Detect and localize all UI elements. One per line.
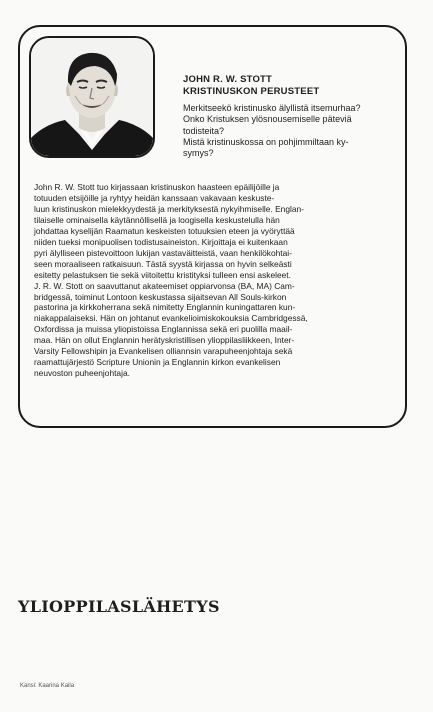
- description-line: neuvoston puheenjohtaja.: [34, 368, 130, 379]
- cover-credit: Kansi: Kaarina Kaila: [20, 683, 75, 689]
- question-line: Merkitseekö kristinusko älyllistä itsemurhaa?: [183, 103, 361, 113]
- description-line: seen moraaliseen ratkaisuun. Tästä syystä kirjassa on hyvin selkeästi: [34, 258, 292, 269]
- description-line: Oxfordissa ja muissa yliopistoissa Englannissa sekä eri puolilla maail-: [34, 324, 293, 335]
- description-line: bridgessä, toiminut Lontoon keskustassa sijaitsevan All Souls-kirkon: [34, 291, 287, 302]
- description-line: luun kristinuskon mielekkyydestä ja merkityksestä nykyihmiselle. Englan-: [34, 203, 304, 214]
- description-line: johdattaa kyselijän Raamatun keskeisten totuuksien eteen ja vyöryttää: [34, 225, 295, 236]
- author-name: JOHN R. W. STOTT: [183, 74, 273, 85]
- book-title: KRISTINUSKON PERUSTEET: [183, 86, 320, 97]
- book-description: [34, 182, 394, 379]
- description-line: totuuden etsijöille ja ryhtyy heidän kanssaan vakavaan keskuste-: [34, 192, 275, 203]
- question-line: todisteita?: [183, 125, 225, 136]
- description-line: niiden tueksi monipuolisen todistusaineiston. Kirjoittaja ei kuitenkaan: [34, 236, 288, 247]
- description-line: Varsity Fellowshipin ja Evankelisen olliannsin varapuheenjohtaja sekä: [34, 346, 293, 357]
- description-line: niakappalaiseksi. Hän on johtanut evankelioimiskokouksia Cambridgessä,: [34, 313, 308, 324]
- description-line: esitetty pelastuksen tie sekä viitoitettu kristityksi tulleen ensi askeleet.: [34, 269, 291, 280]
- question-line: symys?: [183, 148, 214, 159]
- description-line: John R. W. Stott tuo kirjassaan kristinuskon haasteen epäilijöille ja: [34, 182, 280, 192]
- question-line: Onko Kristuksen ylösnousemiselle päteviä: [183, 114, 352, 125]
- description-line: raamattujärjestö Scripture Unionin ja Englannin kirkon evankelisen: [34, 357, 281, 368]
- description-line: maa. Hän on ollut Englannin herätyskristillisen ylioppilasliikkeen, Inter-: [34, 335, 295, 346]
- description-line: J. R. W. Stott on saavuttanut akateemiset oppiarvonsa (BA, MA) Cam-: [34, 280, 295, 291]
- description-line: pastorina ja kirkkoherrana sekä nimitetty Englannin kuningattaren kun-: [34, 302, 296, 313]
- description-line: pyri älylliseen pistevoittoon lukijan vastaväitteistä, vaan henkilökohtai-: [34, 247, 292, 258]
- question-line: Mistä kristinuskossa on pohjimmiltaan ky-: [183, 136, 349, 147]
- publisher-name: YLIOPPILASLÄHETYS: [18, 597, 220, 616]
- teaser-questions: [183, 103, 409, 159]
- description-line: tilaiselle ominaisella käytännöllisellä ja loogisella keskustelulla hän: [34, 214, 280, 225]
- author-photo: [29, 36, 155, 158]
- author-portrait-icon: [31, 38, 153, 156]
